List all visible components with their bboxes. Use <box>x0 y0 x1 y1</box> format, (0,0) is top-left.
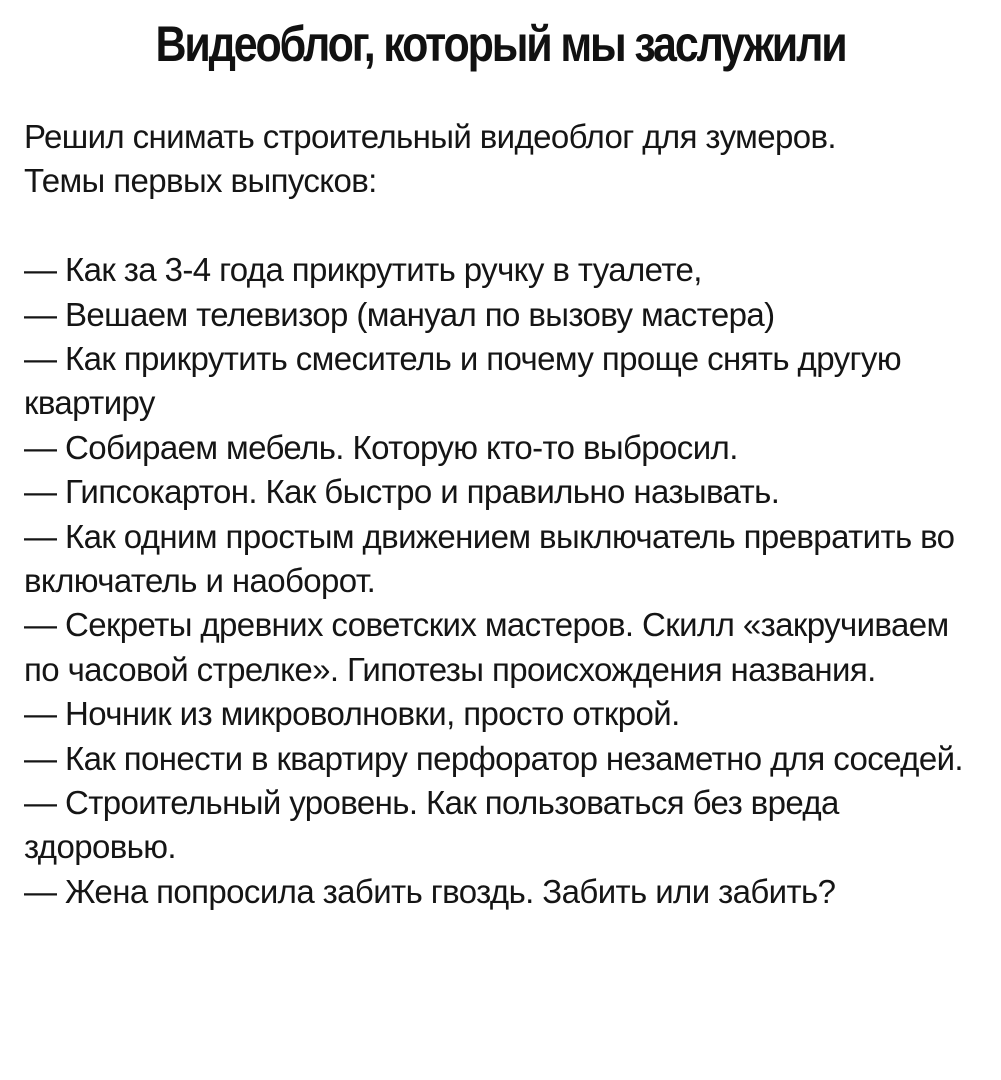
topic-item: — Строительный уровень. Как пользоваться без вреда здоровью. <box>24 784 839 866</box>
topic-item: — Секреты древних советских мастеров. Скилл «закручиваем по часовой стрелке». Гипотезы происхождения названия. <box>24 606 949 688</box>
topic-item: — Гипсокартон. Как быстро и правильно называть. <box>24 473 780 511</box>
post-title: Видеоблог, который мы заслужили <box>155 16 846 72</box>
paragraph-gap <box>24 204 984 248</box>
topic-item: — Как понести в квартиру перфоратор незаметно для соседей. <box>24 739 963 777</box>
topic-item: — Вешаем телевизор (мануал по вызову мастера) <box>24 295 775 333</box>
intro-line-1: Решил снимать строительный видеоблог для зумеров. <box>24 118 836 155</box>
post-body <box>24 115 984 914</box>
intro-line-2: Темы первых выпусков: <box>24 162 377 200</box>
topic-item: — Жена попросила забить гвоздь. Забить или забить? <box>24 872 836 910</box>
topic-list <box>24 248 984 914</box>
topic-item: — Как прикрутить смеситель и почему проще снять другую квартиру <box>24 340 901 422</box>
topic-item: — Как одним простым движением выключатель превратить во включатель и наоборот. <box>24 517 955 600</box>
topic-item: — Собираем мебель. Которую кто-то выбросил. <box>24 428 738 466</box>
topic-item: — Ночник из микроволновки, просто открой. <box>24 695 680 733</box>
topic-item: — Как за 3-4 года прикрутить ручку в туалете, <box>24 251 702 289</box>
